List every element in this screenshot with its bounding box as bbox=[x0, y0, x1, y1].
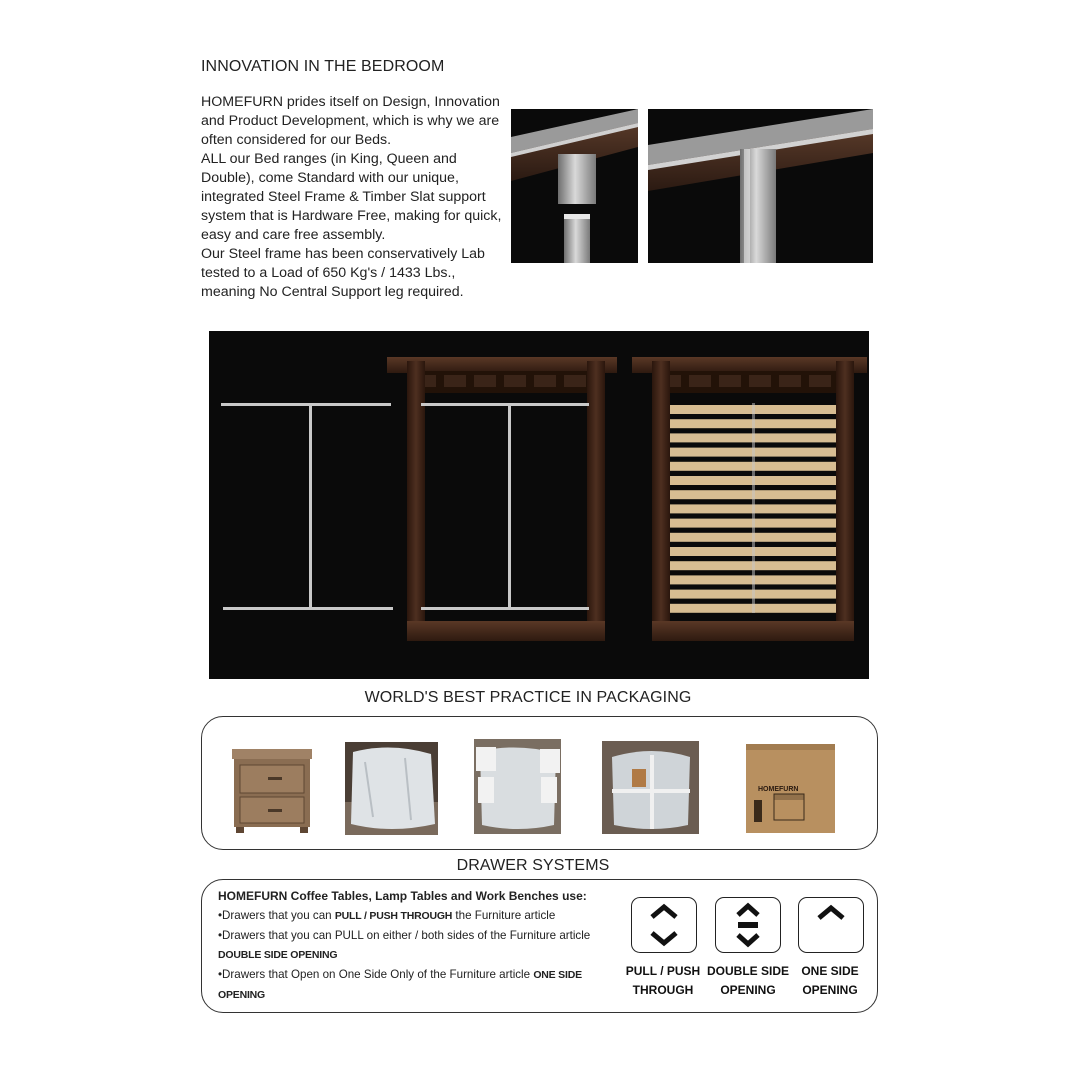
drawer-line-one-side bbox=[218, 965, 613, 1005]
bed-frame-assembly-photo bbox=[209, 331, 869, 679]
timber-frame-with-slats bbox=[632, 357, 867, 641]
corner-protected-item-image bbox=[474, 739, 561, 834]
label-line: ONE SIDE bbox=[801, 964, 859, 978]
label-line: PULL / PUSH bbox=[625, 964, 701, 978]
steel-frame bbox=[221, 403, 393, 610]
packaging-panel bbox=[201, 716, 878, 850]
bedside-table-image bbox=[228, 747, 314, 833]
bed-frame-diagram bbox=[209, 331, 869, 679]
steel-joint-photo-assembled bbox=[648, 109, 873, 263]
drawer-line-pull-push bbox=[218, 906, 613, 926]
intro-paragraph: HOMEFURN prides itself on Design, Innovation and Product Development, which is why we are often considered for our Beds. bbox=[201, 94, 500, 148]
timber-frame-with-steel bbox=[387, 357, 617, 641]
keyword: ONE SIDE OPENING bbox=[218, 969, 582, 1001]
drawer-line-double-side bbox=[218, 926, 613, 965]
shipping-carton-image bbox=[744, 742, 837, 835]
one-side-opening-icon bbox=[798, 897, 864, 953]
text: •Drawers that you can bbox=[218, 909, 335, 922]
double-side-opening-icon bbox=[715, 897, 781, 953]
carton-brand-label: HOMEFURN bbox=[758, 786, 799, 793]
strapped-item-image bbox=[602, 741, 699, 834]
text: •Drawers that you can PULL on either / both sides of the Furniture article bbox=[218, 929, 591, 942]
drawer-description bbox=[218, 887, 613, 1005]
text: •Drawers that Open on One Side Only of the Furniture article bbox=[218, 968, 534, 981]
label-line: OPENING bbox=[802, 983, 858, 997]
keyword: DOUBLE SIDE OPENING bbox=[218, 949, 338, 961]
label-line: DOUBLE SIDE bbox=[706, 964, 789, 978]
keyword: PULL / PUSH THROUGH bbox=[334, 910, 453, 922]
intro-paragraph: ALL our Bed ranges (in King, Queen and Double), come Standard with our unique, integrated Steel Frame & Timber Slat support system that is Hardware Free, making for quick, easy and care free assembly. bbox=[201, 151, 502, 243]
label-line: OPENING bbox=[720, 983, 776, 997]
drawer-systems-panel bbox=[201, 879, 878, 1013]
pull-push-through-icon bbox=[631, 897, 697, 953]
steel-center-rail bbox=[752, 403, 755, 613]
intro-paragraph: Our Steel frame has been conservatively Lab tested to a Load of 650 Kg's / 1433 Lbs., meaning No Central Support leg required. bbox=[201, 246, 485, 300]
section-heading-drawers: DRAWER SYSTEMS bbox=[456, 857, 610, 874]
section-heading-innovation: INNOVATION IN THE BEDROOM bbox=[201, 58, 445, 75]
section-heading-packaging: WORLD'S BEST PRACTICE IN PACKAGING bbox=[364, 689, 692, 706]
label-line: THROUGH bbox=[632, 983, 694, 997]
bagged-item-image bbox=[345, 742, 438, 835]
steel-joint-photo-separated bbox=[511, 109, 638, 263]
one-side-opening-label bbox=[782, 962, 878, 1000]
drawer-intro: HOMEFURN Coffee Tables, Lamp Tables and Work Benches use: bbox=[218, 889, 587, 903]
intro-text bbox=[201, 93, 511, 302]
text: the Furniture article bbox=[452, 909, 556, 922]
